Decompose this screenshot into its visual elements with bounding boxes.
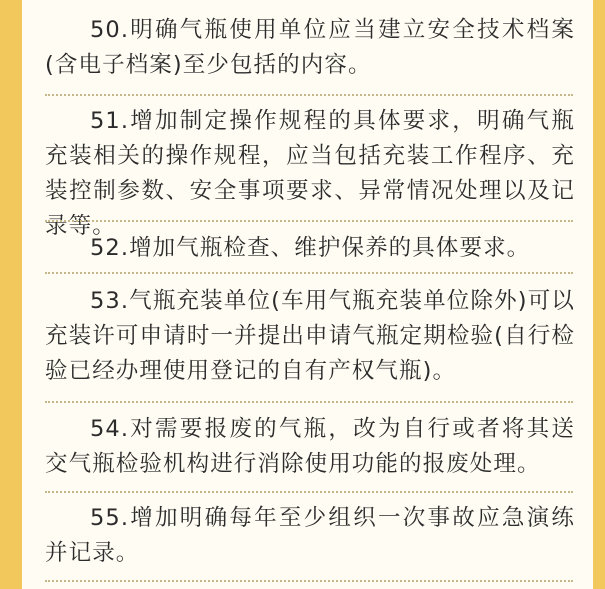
item-52: 52.增加气瓶检查、维护保养的具体要求。 <box>90 235 531 261</box>
dotted-divider <box>45 272 573 274</box>
dotted-divider <box>45 401 573 403</box>
dotted-divider <box>45 220 573 222</box>
left-border-strip <box>0 0 22 589</box>
item-50: 50.明确气瓶使用单位应当建立安全技术档案(含电子档案)至少包括的内容。 <box>45 17 575 78</box>
item-51: 51.增加制定操作规程的具体要求，明确气瓶充装相关的操作规程，应当包括充装工作程序、充装控制参数、安全事项要求、异常情况处理以及记录等。 <box>45 108 575 239</box>
dotted-divider <box>45 94 573 96</box>
item-54: 54.对需要报废的气瓶，改为自行或者将其送交气瓶检验机构进行消除使用功能的报废处理。 <box>45 416 575 477</box>
dotted-divider <box>45 580 573 582</box>
dotted-divider <box>45 491 573 493</box>
item-55: 55.增加明确每年至少组织一次事故应急演练并记录。 <box>45 505 575 566</box>
right-border-strip <box>593 0 605 589</box>
item-53: 53.气瓶充装单位(车用气瓶充装单位除外)可以充装许可申请时一并提出申请气瓶定期检验(自行检验已经办理使用登记的自有产权气瓶)。 <box>45 288 575 384</box>
